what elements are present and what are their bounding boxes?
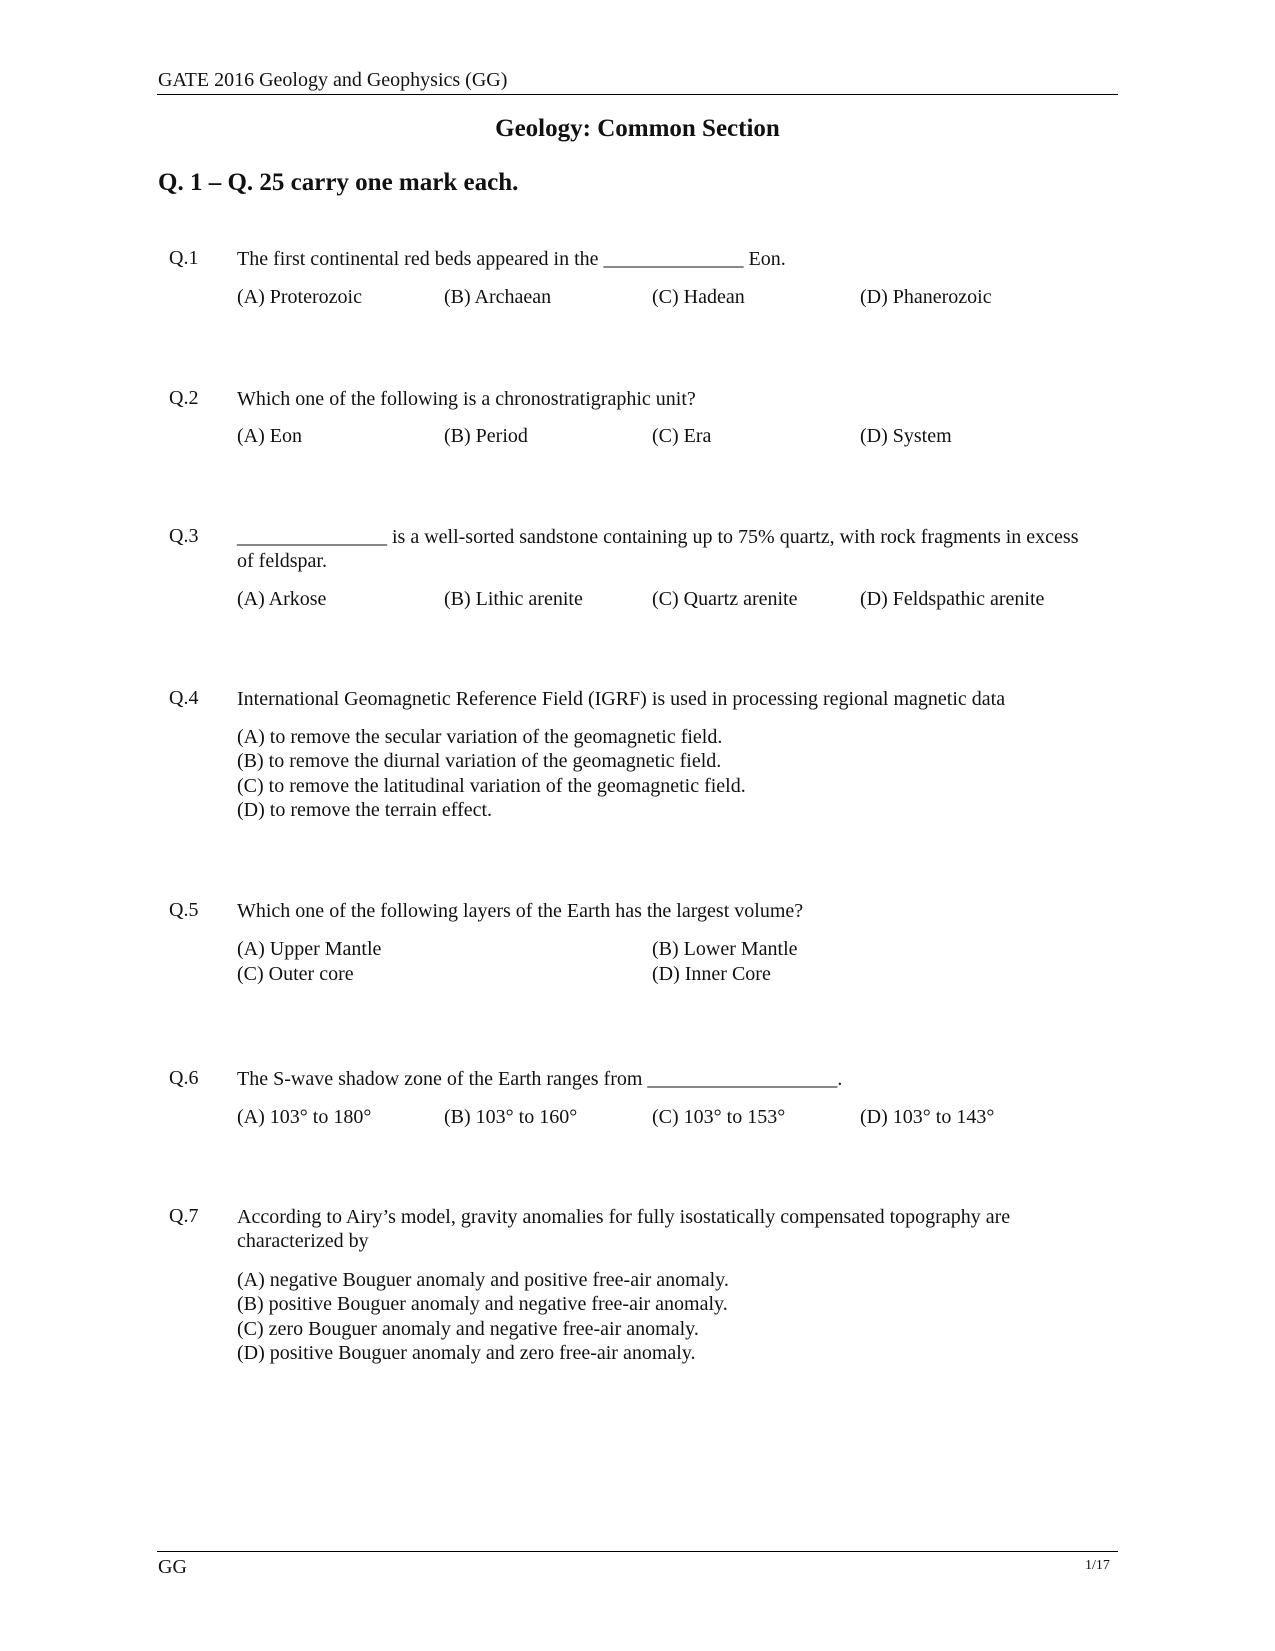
page-number: 1/17 [1085, 1558, 1110, 1573]
footer-rule [157, 1551, 1118, 1552]
option-b: (B) 103° to 160° [444, 1106, 578, 1128]
question-text: Which one of the following is a chronostratigraphic unit? [237, 388, 696, 410]
question-text: The first continental red beds appeared in the ______________ Eon. [237, 248, 786, 270]
option-b: (B) Lower Mantle [652, 938, 798, 960]
option-b: (B) Archaean [444, 286, 552, 308]
options-list [237, 1268, 729, 1365]
option-d: (D) Feldspathic arenite [860, 588, 1045, 610]
option-c: (C) Outer core [237, 963, 354, 985]
option-c: (C) to remove the latitudinal variation of the geomagnetic field. [237, 774, 746, 797]
question-number: Q.2 [169, 387, 199, 409]
option-d: (D) Phanerozoic [860, 286, 992, 308]
header-rule [157, 94, 1118, 95]
option-c: (C) Quartz arenite [652, 588, 798, 610]
question-number: Q.7 [169, 1205, 199, 1227]
option-a: (A) 103° to 180° [237, 1106, 372, 1128]
question-number: Q.5 [169, 899, 199, 921]
question-text: According to Airy’s model, gravity anomalies for fully isostatically compensated topography are characterized by [237, 1206, 1011, 1252]
question-number: Q.3 [169, 525, 199, 547]
option-b: (B) Lithic arenite [444, 588, 583, 610]
marks-heading: Q. 1 – Q. 25 carry one mark each. [158, 169, 519, 196]
option-a: (A) Upper Mantle [237, 938, 382, 960]
question-text: Which one of the following layers of the Earth has the largest volume? [237, 900, 804, 922]
option-a: (A) Arkose [237, 588, 327, 610]
option-a: (A) Proterozoic [237, 286, 362, 308]
options-list [237, 725, 746, 822]
option-d: (D) to remove the terrain effect. [237, 798, 493, 821]
page-header: GATE 2016 Geology and Geophysics (GG) [158, 69, 508, 91]
option-b: (B) Period [444, 425, 528, 447]
option-c: (C) Hadean [652, 286, 745, 308]
option-d: (D) Inner Core [652, 963, 771, 985]
option-c: (C) zero Bouguer anomaly and negative free-air anomaly. [237, 1317, 699, 1340]
option-a: (A) negative Bouguer anomaly and positive free-air anomaly. [237, 1269, 729, 1291]
question-number: Q.1 [169, 247, 199, 269]
option-c: (C) 103° to 153° [652, 1106, 786, 1128]
option-d: (D) 103° to 143° [860, 1106, 995, 1128]
option-b: (B) positive Bouguer anomaly and negative free-air anomaly. [237, 1293, 728, 1316]
question-number: Q.4 [169, 687, 199, 709]
question-text: International Geomagnetic Reference Field (IGRF) is used in processing regional magnetic data [237, 688, 1006, 710]
section-title: Geology: Common Section [495, 115, 780, 142]
option-c: (C) Era [652, 425, 712, 447]
option-d: (D) System [860, 425, 952, 447]
question-text: _______________ is a well-sorted sandstone containing up to 75% quartz, with rock fragments in excess of feldspar. [237, 526, 1079, 572]
option-b: (B) to remove the diurnal variation of the geomagnetic field. [237, 750, 722, 773]
option-d: (D) positive Bouguer anomaly and zero free-air anomaly. [237, 1341, 696, 1364]
option-a: (A) Eon [237, 425, 302, 447]
question-text: The S-wave shadow zone of the Earth ranges from ___________________. [237, 1068, 843, 1090]
question-number: Q.6 [169, 1067, 199, 1089]
footer-code: GG [158, 1556, 187, 1578]
option-a: (A) to remove the secular variation of the geomagnetic field. [237, 726, 723, 748]
